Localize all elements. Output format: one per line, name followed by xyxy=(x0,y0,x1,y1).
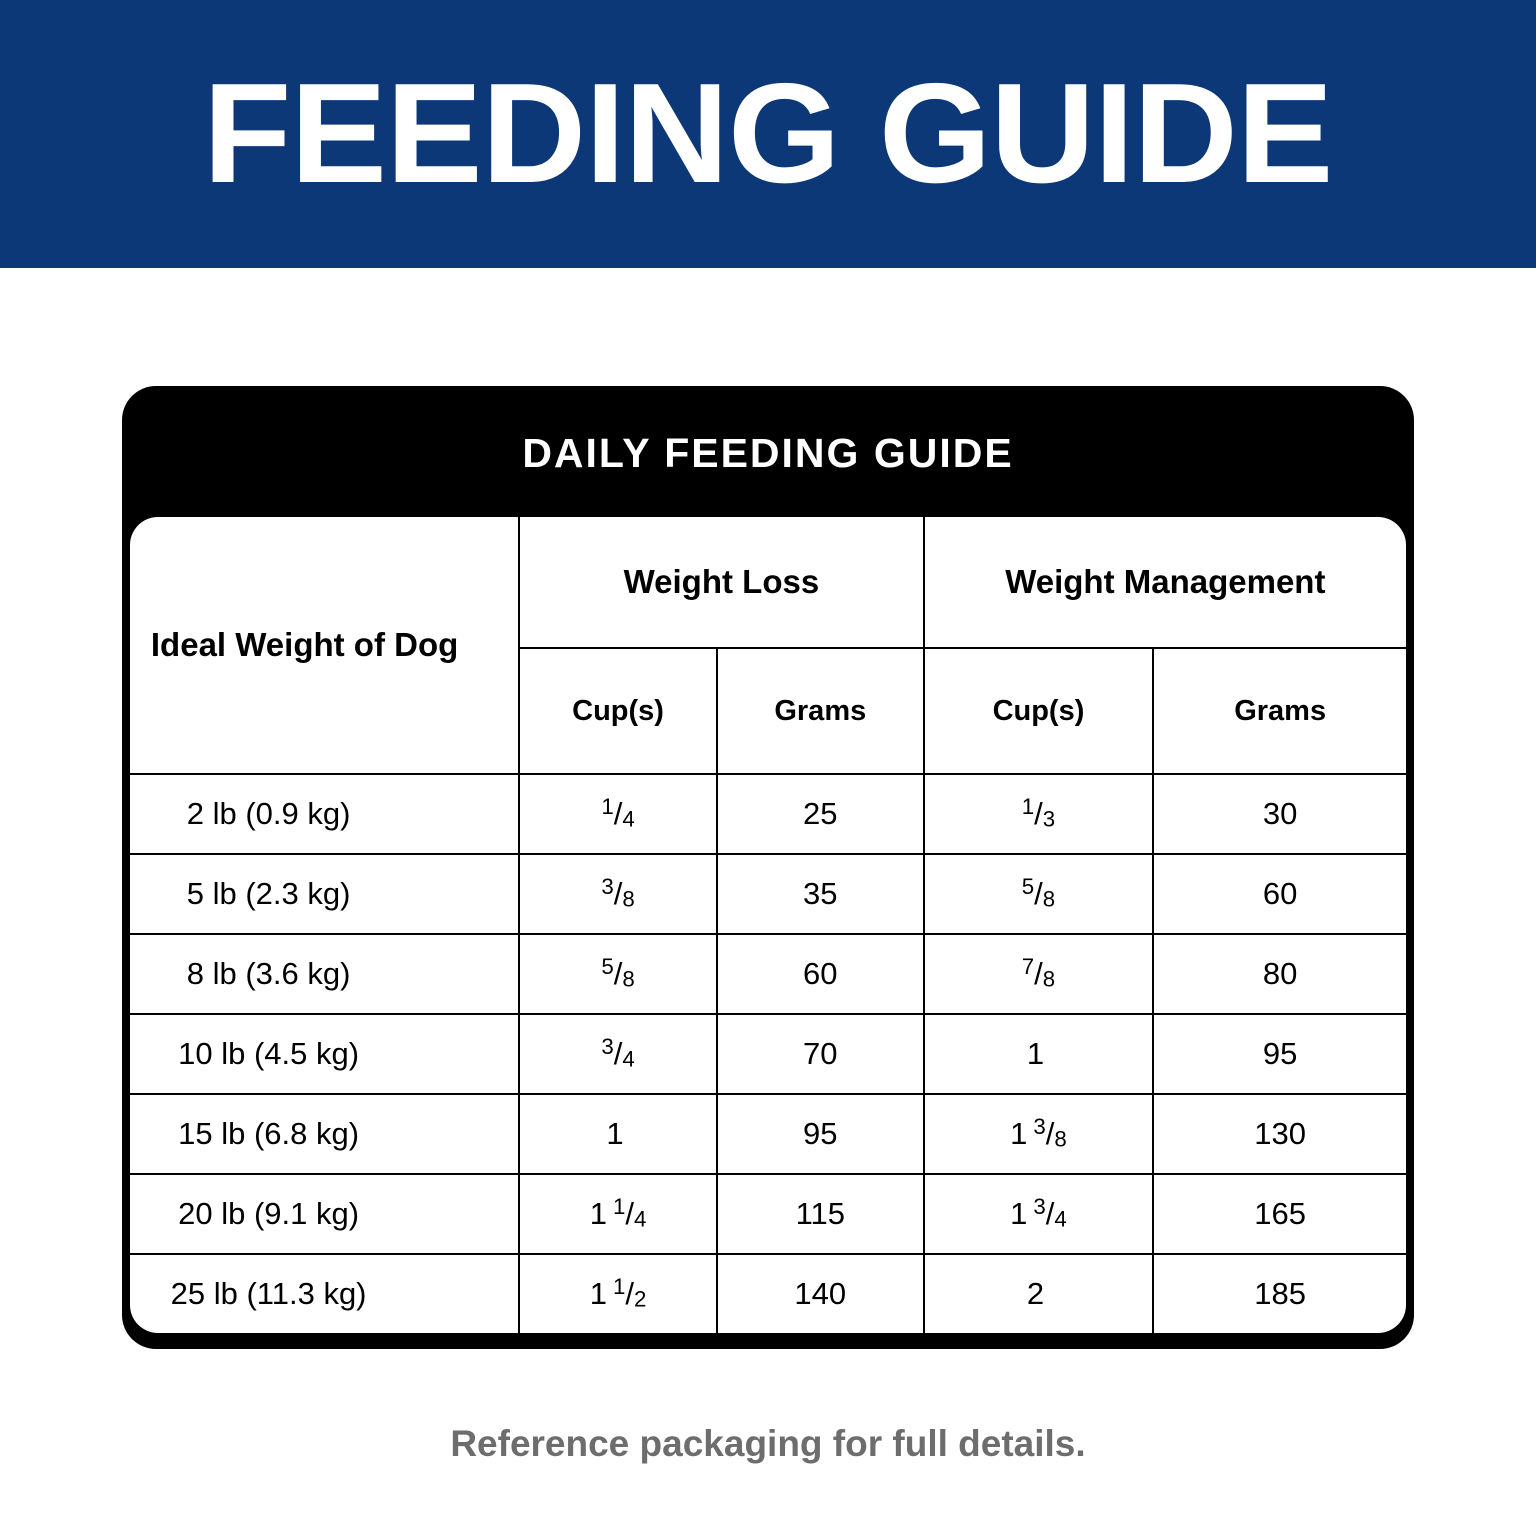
header-group-weight-management: Weight Management xyxy=(924,517,1406,648)
cell-mgmt-grams: 185 xyxy=(1153,1254,1406,1333)
cell-loss-grams: 115 xyxy=(717,1174,924,1254)
cell-mgmt-cups: 1 xyxy=(924,1014,1154,1094)
cell-mgmt-cups: 1 $^3/_8$ xyxy=(924,1094,1154,1174)
cell-loss-cups: $^3/_8$ xyxy=(519,854,717,934)
footer-note: Reference packaging for full details. xyxy=(450,1423,1086,1464)
cell-mgmt-grams: 165 xyxy=(1153,1174,1406,1254)
cell-loss-grams: 60 xyxy=(717,934,924,1014)
cell-loss-grams: 25 xyxy=(717,774,924,854)
cell-loss-cups: $^3/_4$ xyxy=(519,1014,717,1094)
cell-loss-cups: $^5/_8$ xyxy=(519,934,717,1014)
table-row xyxy=(130,1174,1406,1254)
cell-mgmt-cups: 1 $^3/_4$ xyxy=(924,1174,1154,1254)
cell-mgmt-grams: 30 xyxy=(1153,774,1406,854)
feeding-table-body xyxy=(130,774,1406,1333)
feeding-guide-card xyxy=(122,386,1414,1349)
daily-feeding-table xyxy=(130,517,1406,1333)
feeding-guide-card-wrapper xyxy=(0,268,1536,1349)
cell-loss-cups: 1 $^1/_2$ xyxy=(519,1254,717,1333)
header-loss-grams: Grams xyxy=(717,648,924,774)
cell-loss-grams: 140 xyxy=(717,1254,924,1333)
cell-ideal-weight: 20 lb (9.1 kg) xyxy=(130,1174,519,1254)
cell-ideal-weight: 8 lb (3.6 kg) xyxy=(130,934,519,1014)
table-row xyxy=(130,854,1406,934)
cell-mgmt-grams: 130 xyxy=(1153,1094,1406,1174)
table-header-row-groups xyxy=(130,517,1406,648)
cell-ideal-weight: 5 lb (2.3 kg) xyxy=(130,854,519,934)
cell-mgmt-grams: 95 xyxy=(1153,1014,1406,1094)
cell-mgmt-cups: 2 xyxy=(924,1254,1154,1333)
page-title: FEEDING GUIDE xyxy=(203,54,1333,213)
cell-mgmt-grams: 60 xyxy=(1153,854,1406,934)
cell-ideal-weight: 15 lb (6.8 kg) xyxy=(130,1094,519,1174)
cell-mgmt-cups: $^5/_8$ xyxy=(924,854,1154,934)
cell-loss-grams: 70 xyxy=(717,1014,924,1094)
cell-ideal-weight: 25 lb (11.3 kg) xyxy=(130,1254,519,1333)
cell-loss-cups: 1 $^1/_4$ xyxy=(519,1174,717,1254)
header-group-weight-loss: Weight Loss xyxy=(519,517,923,648)
cell-loss-grams: 35 xyxy=(717,854,924,934)
page-header-banner xyxy=(0,0,1536,268)
table-row xyxy=(130,1014,1406,1094)
header-mgmt-grams: Grams xyxy=(1153,648,1406,774)
cell-ideal-weight: 10 lb (4.5 kg) xyxy=(130,1014,519,1094)
header-ideal-weight: Ideal Weight of Dog xyxy=(130,517,519,774)
cell-mgmt-grams: 80 xyxy=(1153,934,1406,1014)
cell-ideal-weight: 2 lb (0.9 kg) xyxy=(130,774,519,854)
table-row xyxy=(130,774,1406,854)
table-row xyxy=(130,1094,1406,1174)
card-title: DAILY FEEDING GUIDE xyxy=(522,430,1014,476)
cell-loss-grams: 95 xyxy=(717,1094,924,1174)
cell-loss-cups: 1 xyxy=(519,1094,717,1174)
header-loss-cups: Cup(s) xyxy=(519,648,717,774)
table-row xyxy=(130,1254,1406,1333)
cell-loss-cups: $^1/_4$ xyxy=(519,774,717,854)
cell-mgmt-cups: $^7/_8$ xyxy=(924,934,1154,1014)
feeding-table-shell xyxy=(130,517,1406,1333)
cell-mgmt-cups: $^1/_3$ xyxy=(924,774,1154,854)
header-mgmt-cups: Cup(s) xyxy=(924,648,1154,774)
table-row xyxy=(130,934,1406,1014)
